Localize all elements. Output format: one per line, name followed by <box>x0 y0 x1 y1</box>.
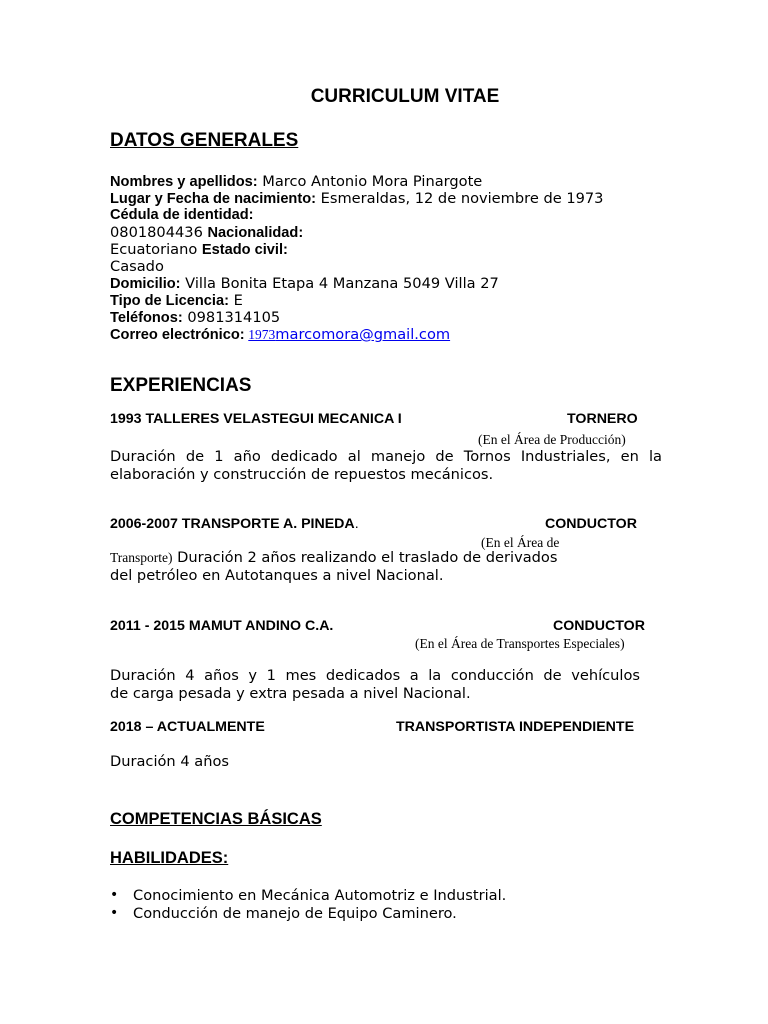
field-label: Lugar y Fecha de nacimiento: <box>110 191 316 207</box>
job-description-text: Duración 2 años realizando el traslado de derivados <box>172 549 558 566</box>
section-heading-competencias: COMPETENCIAS BÁSICAS <box>110 810 322 828</box>
job-title: 1993 TALLERES VELASTEGUI MECANICA I <box>110 411 402 427</box>
page-title: CURRICULUM VITAE <box>310 86 500 107</box>
email-prefix: 1973 <box>248 327 276 342</box>
field-value: Villa Bonita Etapa 4 Manzana 5049 Villa 27 <box>180 275 499 292</box>
job-description-line <box>110 549 557 567</box>
field-value: E <box>228 292 243 309</box>
field-telefonos <box>110 309 280 327</box>
list-item-text: Conocimiento en Mecánica Automotriz e Industrial. <box>133 887 507 904</box>
field-domicilio <box>110 275 499 293</box>
job-title-suffix: . <box>354 516 359 532</box>
job-title <box>110 516 359 532</box>
field-value: Ecuatoriano <box>110 241 202 258</box>
field-label: Domicilio: <box>110 276 181 292</box>
field-lugar-fecha-nacimiento <box>110 190 603 208</box>
job-role: CONDUCTOR <box>545 516 637 532</box>
section-heading-experiencias: EXPERIENCIAS <box>110 375 252 396</box>
email-link[interactable] <box>248 327 450 343</box>
section-heading-datos-generales: DATOS GENERALES <box>110 130 299 151</box>
field-label: Nacionalidad: <box>207 225 304 241</box>
job-title: 2011 - 2015 MAMUT ANDINO C.A. <box>110 618 334 634</box>
field-correo <box>110 326 450 344</box>
field-nacionalidad-estado <box>110 241 288 259</box>
job-area-continued: Transporte) <box>110 550 173 565</box>
job-title-text: 2006-2007 TRANSPORTE A. PINEDA <box>110 516 355 532</box>
field-value: Esmeraldas, 12 de noviembre de 1973 <box>315 190 604 207</box>
job-area: (En el Área de <box>481 535 560 550</box>
field-value: 0801804436 <box>110 224 208 241</box>
field-label: Estado civil: <box>201 242 288 258</box>
habilidades-list <box>110 887 506 922</box>
field-label: Tipo de Licencia: <box>110 293 229 309</box>
job-title: 2018 – ACTUALMENTE <box>110 719 265 735</box>
job-area: (En el Área de Transportes Especiales) <box>415 636 625 651</box>
field-label: Nombres y apellidos: <box>110 174 258 190</box>
email-address: marcomora@gmail.com <box>275 326 451 343</box>
job-role: CONDUCTOR <box>553 618 645 634</box>
job-description-line: del petróleo en Autotanques a nivel Nacional. <box>110 567 444 584</box>
job-role: TRANSPORTISTA INDEPENDIENTE <box>396 719 635 735</box>
job-area: (En el Área de Producción) <box>478 432 626 447</box>
list-item <box>110 887 506 905</box>
job-description-line: elaboración y construcción de repuestos mecánicos. <box>110 466 494 483</box>
field-nombres <box>110 173 482 191</box>
field-tipo-licencia <box>110 292 243 310</box>
field-cedula-nacionalidad <box>110 224 303 242</box>
field-cedula-label <box>110 207 254 224</box>
field-label: Correo electrónico: <box>110 327 245 343</box>
job-description-line: de carga pesada y extra pesada a nivel Nacional. <box>110 685 471 702</box>
list-item <box>110 905 506 923</box>
field-value: Marco Antonio Mora Pinargote <box>257 173 483 190</box>
job-description-line: Duración 4 años y 1 mes dedicados a la conducción de vehículos <box>110 667 640 684</box>
section-heading-habilidades: HABILIDADES: <box>110 849 229 867</box>
bullet-icon: • <box>110 904 119 921</box>
bullet-icon: • <box>110 887 119 903</box>
field-label: Teléfonos: <box>110 310 183 326</box>
job-role: TORNERO <box>567 411 638 427</box>
job-description-line: Duración 4 años <box>110 753 229 770</box>
field-value: 0981314105 <box>182 309 281 326</box>
list-item-text: Conducción de manejo de Equipo Caminero. <box>133 904 457 922</box>
field-label: Cédula de identidad: <box>110 207 254 223</box>
field-estado-civil-value <box>110 258 164 276</box>
job-description-line: Duración de 1 año dedicado al manejo de Tornos Industriales, en la <box>110 448 662 465</box>
field-value: Casado <box>110 258 164 275</box>
